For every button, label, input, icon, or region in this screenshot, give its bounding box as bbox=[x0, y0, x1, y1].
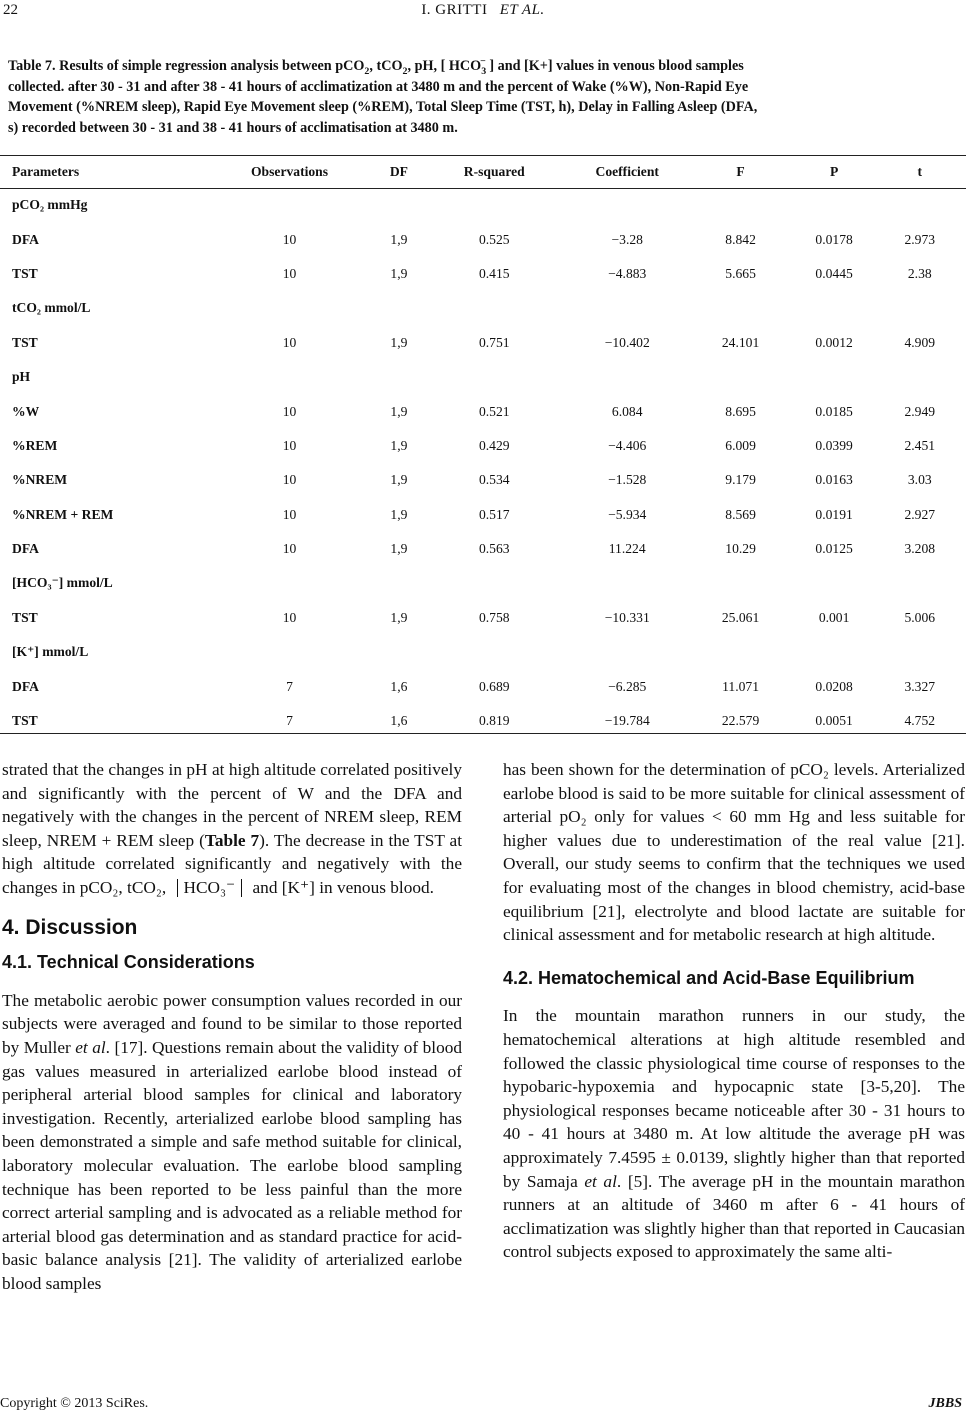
table-cell: %NREM + REM bbox=[12, 506, 114, 522]
table-cell: 3.03 bbox=[907, 472, 932, 488]
table-cell bbox=[202, 291, 966, 325]
table-cell: 1,9 bbox=[390, 334, 408, 350]
col-header-p: P bbox=[829, 164, 839, 179]
table-cell: 2.38 bbox=[907, 265, 932, 281]
table-cell: 7 bbox=[286, 678, 293, 694]
table-cell: 0.415 bbox=[478, 265, 510, 281]
table-cell: 0.0208 bbox=[815, 678, 853, 694]
table-cell: 11.071 bbox=[722, 678, 760, 694]
col-header-observations: Observations bbox=[250, 164, 329, 179]
table-cell: 0.0125 bbox=[815, 541, 853, 557]
et-al: ET AL. bbox=[499, 2, 545, 18]
table-cell: 10 bbox=[282, 265, 297, 281]
table-cell: −5.934 bbox=[608, 506, 647, 522]
table-cell: 8.569 bbox=[725, 506, 756, 522]
table-cell: 0.0191 bbox=[815, 506, 853, 522]
table-cell: DFA bbox=[12, 231, 39, 247]
table-cell: 10 bbox=[282, 231, 297, 247]
author-name: I. GRITTI bbox=[421, 2, 488, 18]
table-row bbox=[0, 222, 966, 256]
right-column bbox=[503, 758, 965, 1264]
heading-hematochemical: 4.2. Hematochemical and Acid-Base Equilibrium bbox=[503, 967, 915, 988]
copyright-footer: Copyright © 2013 SciRes. bbox=[0, 1396, 149, 1411]
table-row bbox=[0, 326, 966, 360]
hco3-bracket: HCO₃⁻ bbox=[177, 879, 243, 897]
table-cell: TST bbox=[12, 609, 38, 625]
table-row bbox=[0, 601, 966, 635]
table-cell: 3.208 bbox=[904, 541, 936, 557]
caption-line-4: s) recorded between 30 - 31 and 38 - 41 hours of acclimatisation at 3480 m. bbox=[8, 119, 458, 136]
table-cell: 5.006 bbox=[904, 609, 936, 625]
table-cell: TST bbox=[12, 265, 38, 281]
table-cell: 3.327 bbox=[904, 678, 936, 694]
col-header-t: t bbox=[917, 164, 923, 179]
table-cell: −1.528 bbox=[608, 472, 647, 488]
table-cell: 1,9 bbox=[390, 541, 408, 557]
col-header-f: F bbox=[736, 164, 745, 179]
table-cell: 1,9 bbox=[390, 403, 408, 419]
table-cell: 2.927 bbox=[904, 506, 936, 522]
table-cell: 25.061 bbox=[721, 609, 760, 625]
group-label: tCO₂ mmol/L bbox=[12, 300, 91, 316]
table-cell: 10 bbox=[282, 334, 297, 350]
table-cell: 0.758 bbox=[478, 609, 510, 625]
table-row bbox=[0, 669, 966, 703]
table-cell: 0.0445 bbox=[815, 265, 853, 281]
table-cell: 0.521 bbox=[478, 403, 510, 419]
paragraph-results: strated that the changes in pH at high altitude correlated positively and significantly with the percent of W and the DFA and negatively with the changes in the percent of NREM sleep, REM sleep, NREM + REM sleep (Table 7). The decrease in the TST at high altitude correlated significantly and negatively with the changes in pCO₂, tCO₂, HCO₃⁻ and [K⁺] in venous blood. bbox=[2, 760, 462, 897]
col-header-parameters: Parameters bbox=[12, 164, 80, 179]
table-cell: 0.751 bbox=[478, 334, 510, 350]
table-cell: 1,9 bbox=[390, 506, 408, 522]
group-row-tco2 bbox=[0, 291, 966, 325]
table-cell: TST bbox=[12, 334, 38, 350]
paragraph-technical: The metabolic aerobic power consumption values recorded in our subjects were averaged and found to be similar to those reported by Muller et al. [17]. Questions remain about the validity of blood gas values measured in arterialized earlobe blood instead of peripheral arterial blood samples for clinical and laboratory investigation. Recently, arterialized earlobe blood sampling has been demonstrated a simple and safe method suitable for clinical, laboratory molecular evaluation. The earlobe blood sampling technique has been reported to be less painful than the more correct arterial sampling and is advocated as a reliable method for arterial blood gas determination and as standard practice for acid-basic balance analysis [21]. The validity of arterialized earlobe blood samples bbox=[2, 990, 462, 1293]
table-cell: −10.331 bbox=[604, 609, 650, 625]
table-cell: 10 bbox=[282, 506, 297, 522]
caption-line-1: Table 7. Results of simple regression analysis between pCO$_2$, tCO$_2$, pH, [ $HCO_3^-$ ] and [K+] values in venous blood samples bbox=[8, 56, 744, 77]
table-cell: 6.009 bbox=[725, 437, 756, 453]
group-row-hco3 bbox=[0, 566, 966, 600]
table-cell: 0.517 bbox=[478, 506, 510, 522]
page-number: 22 bbox=[3, 2, 18, 18]
left-column bbox=[2, 758, 462, 1295]
table-cell: 7 bbox=[286, 713, 293, 729]
table-cell: −4.406 bbox=[608, 437, 647, 453]
group-row-ph bbox=[0, 360, 966, 394]
table-row bbox=[0, 463, 966, 497]
group-row-k bbox=[0, 635, 966, 669]
col-header-coefficient: Coefficient bbox=[595, 164, 659, 179]
table-cell: 1,9 bbox=[390, 437, 408, 453]
heading-discussion: 4. Discussion bbox=[2, 915, 138, 939]
table-cell: 0.0399 bbox=[815, 437, 853, 453]
table-cell: 0.819 bbox=[478, 713, 510, 729]
table-cell: 1,9 bbox=[390, 265, 408, 281]
group-label: pH bbox=[12, 369, 31, 385]
paragraph-hematochemical: In the mountain marathon runners in our study, the hematochemical alterations at high altitude resembled and followed the classic physiological time course of responses to the hypobaric-hypoxemia and hypocapnic state [3-5,20]. The physiological responses became noticeable after 30 - 31 hours to 40 - 41 hours at 3480 m. At low altitude the average pH was approximately 7.4595 ± 0.0139, slightly higher than that reported by Samaja et al. [5]. The average pH in the mountain marathon runners at an altitude of 3460 m after 6 - 41 hours of acclimatization was slightly higher than that reported in Caucasian control subjects exposed to approximately the same alti- bbox=[503, 1006, 966, 1262]
table-cell: 2.949 bbox=[904, 403, 936, 419]
table-row bbox=[0, 498, 966, 532]
table-cell bbox=[202, 188, 966, 222]
table-cell: 1,6 bbox=[390, 678, 408, 694]
table-cell: 0.689 bbox=[478, 678, 510, 694]
table-cell: −4.883 bbox=[608, 265, 647, 281]
table-cell: 4.752 bbox=[904, 713, 936, 729]
table-row bbox=[0, 532, 966, 566]
table-cell: 0.0051 bbox=[815, 713, 853, 729]
table-row bbox=[0, 429, 966, 463]
table-cell: DFA bbox=[12, 678, 39, 694]
table-cell: 1,9 bbox=[390, 231, 408, 247]
table-cell: −10.402 bbox=[604, 334, 650, 350]
table-cell: %NREM bbox=[12, 472, 68, 488]
table-row bbox=[0, 704, 966, 738]
group-label: pCO₂ mmHg bbox=[12, 197, 88, 213]
table-header-row bbox=[0, 156, 966, 188]
table-cell: TST bbox=[12, 713, 38, 729]
table-cell: 2.451 bbox=[904, 437, 936, 453]
table-cell: 10 bbox=[282, 609, 297, 625]
table-cell: 6.084 bbox=[611, 403, 643, 419]
table-ref: Table 7 bbox=[204, 830, 260, 850]
regression-table bbox=[0, 156, 966, 738]
table-cell: −3.28 bbox=[611, 231, 643, 247]
table-cell: 0.001 bbox=[818, 609, 850, 625]
table-cell: 10.29 bbox=[725, 541, 756, 557]
table-cell: 0.429 bbox=[478, 437, 510, 453]
table-cell: 0.0178 bbox=[815, 231, 853, 247]
paragraph-earlobe: has been shown for the determination of pCO₂ levels. Arterialized earlobe blood is said to be more suitable for clinical assessment of arterial pO₂ only for values < 60 mm Hg and less suitable for higher values due to underestimation of the real value [21]. Overall, our study seems to confirm that the techniques we used for evaluating most of the changes in blood chemistry, acid-base equilibrium [21], electrolyte and blood lactate are suitable for clinical assessment and for metabolic research at high altitude. bbox=[503, 760, 965, 945]
col-header-df: DF bbox=[389, 164, 408, 179]
table-cell: %REM bbox=[12, 437, 58, 453]
running-header bbox=[0, 2, 966, 19]
table-cell bbox=[202, 635, 966, 669]
table-cell: 1,9 bbox=[390, 472, 408, 488]
table-cell: 4.909 bbox=[904, 334, 936, 350]
table-cell: 10 bbox=[282, 541, 297, 557]
table-cell: −6.285 bbox=[608, 678, 647, 694]
table-cell: 0.563 bbox=[478, 541, 510, 557]
table-cell: 10 bbox=[282, 437, 297, 453]
table-cell: DFA bbox=[12, 541, 39, 557]
table-cell: −19.784 bbox=[604, 713, 650, 729]
heading-technical-considerations: 4.1. Technical Considerations bbox=[2, 952, 255, 973]
group-label: [K⁺] mmol/L bbox=[12, 644, 89, 660]
table-cell: 10 bbox=[282, 472, 297, 488]
table-cell: 0.0185 bbox=[815, 403, 853, 419]
table-cell: 1,6 bbox=[390, 713, 408, 729]
table-cell: 10 bbox=[282, 403, 297, 419]
table-cell: 8.842 bbox=[725, 231, 756, 247]
table-cell: 8.695 bbox=[725, 403, 756, 419]
table-cell bbox=[202, 566, 966, 600]
col-header-r-squared: R-squared bbox=[463, 164, 525, 179]
caption-line-2: collected. after 30 - 31 and after 38 - 41 hours of acclimatization at 3480 m and the percent of Wake (%W), Non-Rapid Eye bbox=[8, 78, 749, 95]
table-caption bbox=[8, 56, 966, 138]
table-cell: 0.0163 bbox=[815, 472, 853, 488]
table-cell: 0.525 bbox=[478, 231, 510, 247]
table-cell: 9.179 bbox=[725, 472, 756, 488]
table-cell: 0.0012 bbox=[815, 334, 853, 350]
table-cell: 2.973 bbox=[904, 231, 936, 247]
table-cell: 5.665 bbox=[725, 265, 756, 281]
table-cell: 24.101 bbox=[721, 334, 760, 350]
table-row bbox=[0, 394, 966, 428]
table-cell: 22.579 bbox=[721, 713, 760, 729]
table-cell: %W bbox=[12, 403, 40, 419]
table-cell: 0.534 bbox=[478, 472, 510, 488]
table-cell: 11.224 bbox=[608, 541, 646, 557]
journal-footer: JBBS bbox=[928, 1396, 962, 1411]
table-cell bbox=[202, 360, 966, 394]
group-row-pco2 bbox=[0, 188, 966, 222]
group-label: [HCO₃⁻] mmol/L bbox=[12, 575, 113, 591]
table-cell: 1,9 bbox=[390, 609, 408, 625]
caption-line-3: Movement (%NREM sleep), Rapid Eye Movement sleep (%REM), Total Sleep Time (TST, h), Delay in Falling Asleep (DFA, bbox=[8, 99, 758, 115]
table-row bbox=[0, 257, 966, 291]
